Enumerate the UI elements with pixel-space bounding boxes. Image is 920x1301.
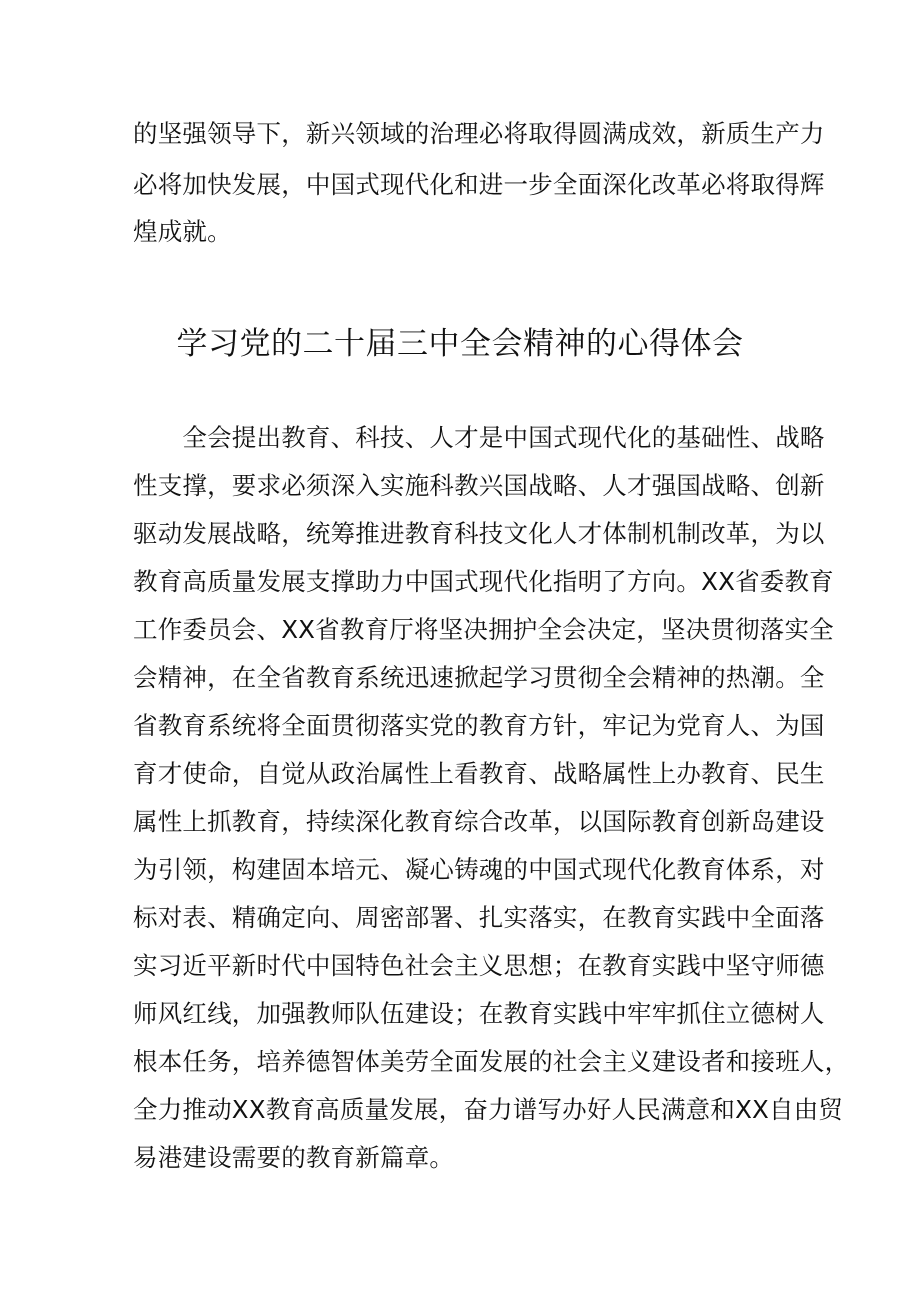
body-line: 驱动发展战略，统筹推进教育科技文化人才体制机制改革，为以: [133, 519, 825, 548]
body-line: 属性上抓教育，持续深化教育综合改革，以国际教育创新岛建设: [133, 807, 825, 836]
body-line: 全力推动XX教育高质量发展，奋力谱写办好人民满意和XX自由贸: [133, 1095, 844, 1124]
body-line: 工作委员会、XX省教育厅将坚决拥护全会决定，坚决贯彻落实全: [133, 615, 834, 644]
body-line: 实习近平新时代中国特色社会主义思想；在教育实践中坚守师德: [133, 951, 825, 980]
document-title: 学习党的二十届三中全会精神的心得体会: [176, 326, 744, 362]
body-line: 会精神，在全省教育系统迅速掀起学习贯彻全会精神的热潮。全: [133, 663, 825, 692]
body-line: 师风红线，加强教师队伍建设；在教育实践中牢牢抓住立德树人: [133, 999, 825, 1028]
prev-paragraph-line: 必将加快发展，中国式现代化和进一步全面深化改革必将取得辉: [133, 170, 825, 199]
body-line: 易港建设需要的教育新篇章。: [133, 1143, 455, 1172]
prev-paragraph-line: 煌成就。: [133, 217, 232, 246]
body-line: 性支撑，要求必须深入实施科教兴国战略、人才强国战略、创新: [133, 471, 825, 500]
body-line: 育才使命，自觉从政治属性上看教育、战略属性上办教育、民生: [133, 759, 825, 788]
body-line: 教育高质量发展支撑助力中国式现代化指明了方向。XX省委教育: [133, 567, 834, 596]
body-line: 全会提出教育、科技、人才是中国式现代化的基础性、战略: [133, 423, 825, 452]
body-line: 根本任务，培养德智体美劳全面发展的社会主义建设者和接班人，: [133, 1047, 850, 1076]
body-line: 标对表、精确定向、周密部署、扎实落实，在教育实践中全面落: [133, 903, 825, 932]
body-line: 为引领，构建固本培元、凝心铸魂的中国式现代化教育体系，对: [133, 855, 825, 884]
prev-paragraph-line: 的坚强领导下，新兴领域的治理必将取得圆满成效，新质生产力: [133, 119, 825, 148]
body-line: 省教育系统将全面贯彻落实党的教育方针，牢记为党育人、为国: [133, 711, 825, 740]
